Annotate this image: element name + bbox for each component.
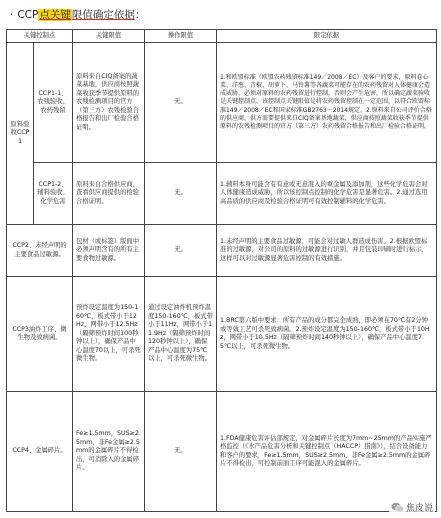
cell-point: CCP3油炸工序、微生物及致病菌。: [7, 277, 73, 392]
cell-limit: Fe≥1.5mm，SUS≥2.5mm，非Fe金属≥2.5mm的金属碎片不得检出，可消除入的金属碎片。: [73, 392, 145, 512]
cell-operating: 无。: [145, 225, 217, 277]
heading-underline: 限值确定依据: [71, 9, 135, 21]
cell-point: CCP1-1、农残验收、农药残留: [34, 43, 73, 163]
header-critical-limit: 关键限值: [73, 30, 145, 43]
watermark: [389, 500, 435, 514]
watermark-text: 焦皮说: [405, 503, 433, 514]
table-row: [7, 277, 437, 392]
heading-ccp: CCP: [17, 9, 39, 21]
cell-operating: 无。: [145, 163, 217, 225]
group-raw-material: 原料验收CCP1: [7, 43, 34, 225]
cell-point: CCP4、金属碎片。: [7, 392, 73, 512]
cell-point: CCP1-2、辅料验收、化学危害: [34, 163, 73, 225]
cell-basis: 1.未经声明的主要食品过敏源，可能会对过敏人群造成伤害。2.根据欧盟标准的过敏源，对公司的原料的过敏源进行识别，并且包装印刷时进行标示，这样可以对过敏源显著危害控制的有效措施。: [217, 225, 437, 277]
table-row: [7, 225, 437, 277]
heading-highlight: 点关键: [39, 9, 71, 21]
cell-operating: 无。: [145, 43, 217, 163]
cell-operating: 通过设定油炸机预炸温度150-160℃，板式带小于11Hz，网带小于11.9Hz（隔筛预炸时间120秒钟以上），确保产品中心温度为75℃以上，可杀死微生物。: [145, 277, 217, 392]
table-row: [7, 392, 437, 512]
cell-limit: 预炸设定温度为150-160℃，板式带小于12Hz，网带小于12.5Hz（隔筛预炸时间100秒钟以上），确保产品中心温度70以上，可杀死微生物。: [73, 277, 145, 392]
table-row: [7, 43, 437, 163]
cell-limit: 原料来自合格供应商，查看供应商提供的检验合格证明。: [73, 163, 145, 225]
section-heading: [10, 4, 145, 26]
cell-limit: 包材（或标签）版面中必须声明含有的所有主要食物过敏源。: [73, 225, 145, 277]
cell-basis: 1.辅料本身可能含有有意或无意混入的重金属及添加剂，这些化学危害会对人体健康造成威胁，所以该控制点控制的化学危害是显著危害。2.通过选用高品质的供应商及检验合格证明可有效控制辅料的化学危害。: [217, 163, 437, 225]
table-row: [7, 163, 437, 225]
heading-colon: ：: [134, 9, 146, 21]
cell-basis: 1.和欧盟标准（欧盟农药残留标准149／2008／EC）及客户的要求，原料卷心菜、洋葱、青椒、胡萝卜、马铃薯等各蔬菜可能存在的农药残留对人体健康会造成威胁，必须对原料的农药残留进行控制，否则会产生危害，所以确定蔬菜验收是关键控制点，该控制点关键限值是将农药残留控制在一定范围，以符合欧盟标准149／2008／EC和国家标准GB2763－2014规定。2.原料来自公司评价合格的供应商，供方需要提供来自CIQ备案基地蔬菜，供应商按照蔬菜收获季节提供原料的农残检测项目的官方（第三方）农药残留合格报告和出厂检验合格证明。: [217, 43, 437, 163]
ccp-limits-table: [6, 29, 437, 512]
header-control-point: 关键控制点: [7, 30, 73, 43]
cell-basis: 1.FDA健康危害评估部规定，对金属碎片长度为7mm~25mm的产品实施严格监控（《水产品危害分析和关键控制点（HACCP）指南》），结合设备能力和客户的要求，Fe≥1.5mm，SUS≥2.5mm，非Fe金属≥2.5mm的金属碎片不得检出，可控制前面工序可能混入的金属碎片。: [217, 392, 437, 512]
table-header-row: [7, 30, 437, 43]
header-basis: 限定依据: [217, 30, 437, 43]
cell-basis: 1.BRC第六版中要求：所有产品的成分都完全成熟，即必须在70℃有2分钟或等效工艺可杀死致病菌。2.预炸设定温度为150-160℃，板式带小于10Hz，网带小于10.5Hz（隔筛预炸时间140秒钟以上），确保产品中心温度75℃以上，可杀死微生物。: [217, 277, 437, 392]
header-operating-limit: 操作限值: [145, 30, 217, 43]
heading-bullet: ·: [10, 9, 14, 21]
cell-limit: 原料来自CIQ备案的蔬菜基地，供应商按照蔬菜收获季节提供原料的农残检测项目的官方（第三方）农残检验合格报告和出厂检验合格证明。: [73, 43, 145, 163]
cell-point: CCP2、未经声明的主要食品过敏源。: [7, 225, 73, 277]
wechat-icon: [391, 502, 404, 513]
cell-operating: 无。: [145, 392, 217, 512]
